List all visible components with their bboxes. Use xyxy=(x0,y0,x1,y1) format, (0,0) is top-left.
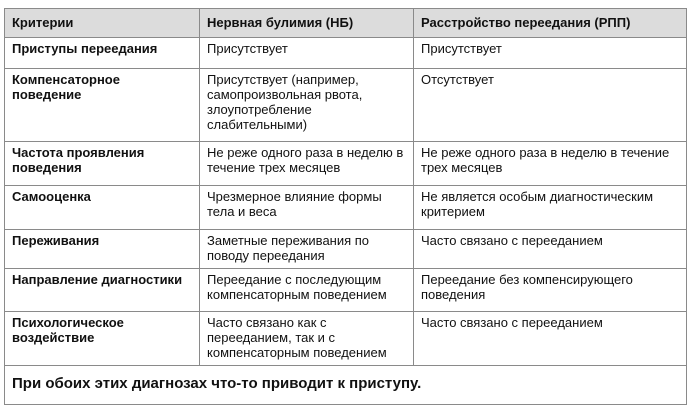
binge-eating-cell: Отсутствует xyxy=(414,69,687,142)
table-row xyxy=(5,38,687,69)
criteria-cell: Самооценка xyxy=(5,186,200,230)
binge-eating-cell: Не реже одного раза в неделю в течение трех месяцев xyxy=(414,142,687,186)
comparison-table-container xyxy=(4,8,686,405)
bulimia-cell: Переедание с последующим компенсаторным поведением xyxy=(200,269,414,312)
table-row xyxy=(5,269,687,312)
criteria-cell: Переживания xyxy=(5,230,200,269)
criteria-cell: Частота проявления поведения xyxy=(5,142,200,186)
table-body xyxy=(5,38,687,405)
criteria-cell: Направление диагностики xyxy=(5,269,200,312)
bulimia-cell: Присутствует (например, самопроизвольная рвота, злоупотребление слабительными) xyxy=(200,69,414,142)
bulimia-cell: Часто связано как с перееданием, так и с компенсаторным поведением xyxy=(200,312,414,366)
binge-eating-cell: Часто связано с перееданием xyxy=(414,312,687,366)
table-row xyxy=(5,69,687,142)
footer-note: При обоих этих диагнозах что-то приводит к приступу. xyxy=(5,366,687,405)
header-bulimia: Нервная булимия (НБ) xyxy=(200,9,414,38)
table-row xyxy=(5,186,687,230)
bulimia-cell: Присутствует xyxy=(200,38,414,69)
binge-eating-cell: Не является особым диагностическим критерием xyxy=(414,186,687,230)
bulimia-cell: Чрезмерное влияние формы тела и веса xyxy=(200,186,414,230)
criteria-cell: Приступы переедания xyxy=(5,38,200,69)
binge-eating-cell: Часто связано с перееданием xyxy=(414,230,687,269)
table-row xyxy=(5,312,687,366)
criteria-cell: Психологическое воздействие xyxy=(5,312,200,366)
header-binge-eating: Расстройство переедания (РПП) xyxy=(414,9,687,38)
binge-eating-cell: Присутствует xyxy=(414,38,687,69)
bulimia-cell: Не реже одного раза в неделю в течение трех месяцев xyxy=(200,142,414,186)
bulimia-cell: Заметные переживания по поводу переедания xyxy=(200,230,414,269)
footer-row xyxy=(5,366,687,405)
binge-eating-cell: Переедание без компенсирующего поведения xyxy=(414,269,687,312)
header-criteria: Критерии xyxy=(5,9,200,38)
table-row xyxy=(5,142,687,186)
criteria-cell: Компенсаторное поведение xyxy=(5,69,200,142)
comparison-table xyxy=(4,8,687,405)
table-header xyxy=(5,9,687,38)
table-row xyxy=(5,230,687,269)
header-row xyxy=(5,9,687,38)
